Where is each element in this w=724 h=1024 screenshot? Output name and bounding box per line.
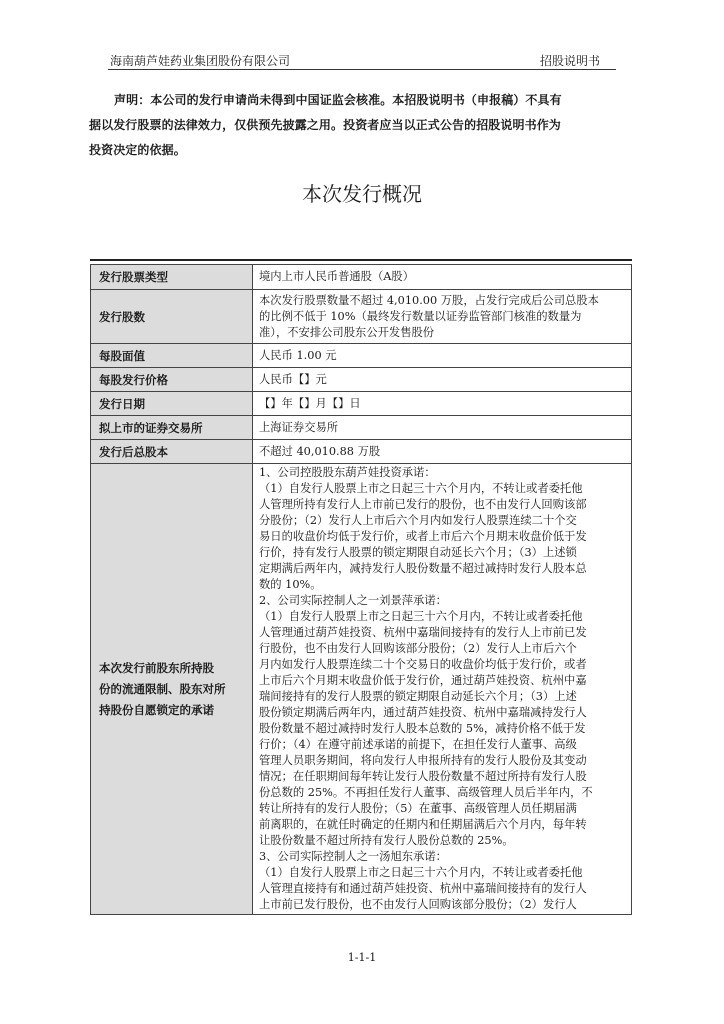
commitment-line: 1、公司控股股东葫芦娃投资承诺： <box>259 466 436 479</box>
value-line: 不超过 40,010.88 万股 <box>259 444 381 458</box>
commitment-line: 2、公司实际控制人之一刘景萍承诺： <box>259 594 447 607</box>
commitment-line: 易日的收盘价均低于发行价，或者上市后六个月期末收盘价低于发 <box>259 530 587 543</box>
commitment-line: （1）自发行人股票上市之日起三十六个月内，不转让或者委托他 <box>259 482 583 495</box>
commitment-line: 股份数量不超过减持时发行人股本总数的 5%，减持价格不低于发 <box>259 722 586 735</box>
value-line: 人民币【】元 <box>259 372 327 386</box>
row-value <box>253 344 632 368</box>
lockup-label-line: 本次发行前股东所持股 <box>99 660 214 675</box>
row-label: 每股面值 <box>91 344 253 368</box>
commitment-line: 行股份，也不由发行人回购该部分股份；（2）发行人上市后六个 <box>259 642 577 655</box>
value-line: 境内上市人民币普通股（A股） <box>259 270 415 283</box>
commitment-line: 上市后六个月期末收盘价低于发行价，通过葫芦娃投资、杭州中嘉 <box>259 674 587 687</box>
value-line: 准），不安排公司股东公开发售股份 <box>259 325 435 339</box>
row-value <box>253 392 632 416</box>
commitment-line: 人管理直接持有和通过葫芦娃投资、杭州中嘉瑞间接持有的发行人 <box>259 882 587 895</box>
value-line: 本次发行股票数量不超过 4,010.00 万股，占发行完成后公司总股本 <box>259 293 599 307</box>
row-label: 发行股数 <box>91 290 253 344</box>
row-value <box>253 368 632 392</box>
commitment-line: 人管理所持有发行人上市前已发行的股份，也不由发行人回购该部 <box>259 498 587 511</box>
table-row-lockup <box>91 464 632 915</box>
value-line: 上海证券交易所 <box>259 420 339 434</box>
row-value <box>253 290 632 344</box>
offering-table <box>90 264 632 915</box>
declaration-line: 声明：本公司的发行申请尚未得到中国证监会核准。本招股说明书（申报稿）不具有 <box>114 93 562 107</box>
commitment-line: 前离职的，在就任时确定的任期内和任期届满后六个月内，每年转 <box>259 818 587 831</box>
lockup-label-line: 份的流通限制、股东对所 <box>99 681 226 696</box>
header-company: 海南葫芦娃药业集团股份有限公司 <box>110 54 291 68</box>
table-row <box>91 290 632 344</box>
commitment-line: 3、公司实际控制人之一汤旭东承诺： <box>259 850 447 863</box>
row-label: 发行日期 <box>91 392 253 416</box>
commitment-line: 转让所持有的发行人股份；（5）在董事、高级管理人员任期届满 <box>259 802 577 815</box>
commitment-line: 定期满后两年内，减持发行人股份数量不超过减持时发行人股本总 <box>259 562 587 575</box>
row-value <box>253 440 632 464</box>
row-label: 每股发行价格 <box>91 368 253 392</box>
lockup-label <box>91 464 253 915</box>
commitment-line: （1）自发行人股票上市之日起三十六个月内，不转让或者委托他 <box>259 610 583 623</box>
table-row <box>91 265 632 290</box>
commitment-line: 股份锁定期满后两年内，通过葫芦娃投资、杭州中嘉瑞减持发行人 <box>259 706 587 719</box>
value-line: 人民币 1.00 元 <box>259 348 337 362</box>
row-value <box>253 416 632 440</box>
row-label: 发行后总股本 <box>91 440 253 464</box>
declaration <box>89 88 629 163</box>
table-row <box>91 368 632 392</box>
lockup-commitments <box>253 464 632 915</box>
commitment-line: 数的 10%。 <box>259 578 322 591</box>
row-value <box>253 265 632 290</box>
declaration-line: 据以发行股票的法律效力，仅供预先披露之用。投资者应当以正式公告的招股说明书作为 <box>89 118 561 132</box>
value-line: 【】年【】月【】日 <box>259 396 361 410</box>
commitment-line: 月内如发行人股票连续二十个交易日的收盘价均低于发行价，或者 <box>259 658 587 671</box>
commitment-line: 管理人员职务期间，将向发行人申报所持有的发行人股份及其变动 <box>259 754 587 767</box>
page-number: 1-1-1 <box>347 951 377 964</box>
page-title: 本次发行概况 <box>302 182 422 206</box>
lockup-label-line: 持股份自愿锁定的承诺 <box>99 702 214 717</box>
table-row <box>91 440 632 464</box>
commitment-line: 上市前已发行股份，也不由发行人回购该部分股份；（2）发行人 <box>259 898 577 911</box>
commitment-line: 让股份数量不超过所持有发行人股份总数的 25%。 <box>259 834 514 847</box>
header-doc-type: 招股说明书 <box>539 54 600 68</box>
page-header <box>108 50 616 70</box>
row-label: 发行股票类型 <box>91 265 253 290</box>
row-label: 拟上市的证券交易所 <box>91 416 253 440</box>
commitment-line: 份总数的 25%。不再担任发行人董事、高级管理人员后半年内，不 <box>259 786 593 799</box>
commitment-line: 瑞间接持有的发行人股票的锁定期限自动延长六个月；（3）上述 <box>259 690 577 703</box>
commitment-line: 情况；在任职期间每年转让发行人股份数量不超过所持有发行人股 <box>259 770 587 783</box>
commitment-line: 行价，持有发行人股票的锁定期限自动延长六个月；（3）上述锁 <box>259 546 577 559</box>
table-row <box>91 392 632 416</box>
value-line: 的比例不低于 10%（最终发行数量以证券监管部门核准的数量为 <box>259 309 582 323</box>
table-top-rule <box>90 259 632 261</box>
commitment-line: 人管理通过葫芦娃投资、杭州中嘉瑞间接持有的发行人上市前已发 <box>259 626 587 639</box>
table-row <box>91 416 632 440</box>
commitment-line: 分股份；（2）发行人上市后六个月内如发行人股票连续二十个交 <box>259 514 577 527</box>
table-row <box>91 344 632 368</box>
commitment-line: 行价；（4）在遵守前述承诺的前提下，在担任发行人董事、高级 <box>259 738 577 751</box>
declaration-line: 投资决定的依据。 <box>89 143 186 157</box>
commitment-line: （1）自发行人股票上市之日起三十六个月内，不转让或者委托他 <box>259 866 583 879</box>
